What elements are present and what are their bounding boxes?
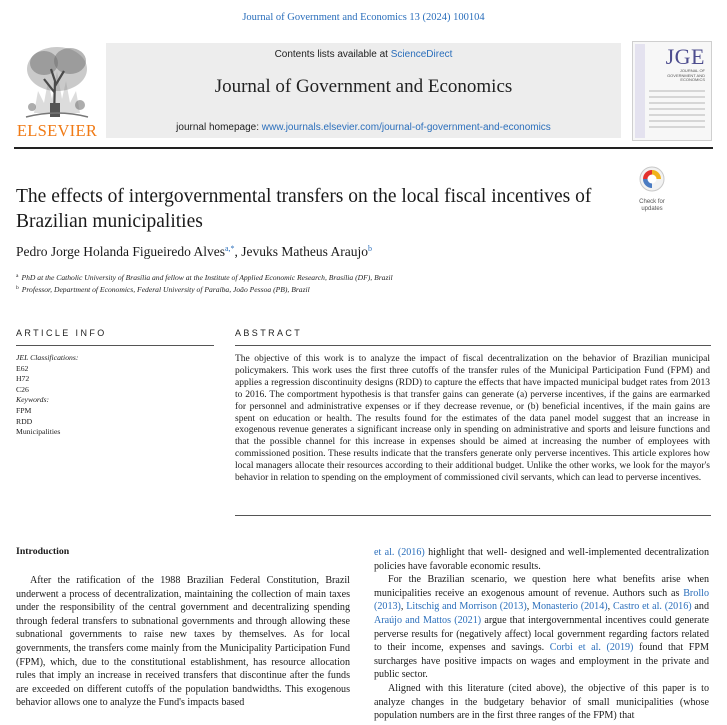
article-info-list <box>16 353 206 438</box>
journal-homepage-link[interactable]: www.journals.elsevier.com/journal-of-government-and-economics <box>261 122 551 133</box>
intro-text: found that FPM surcharges have positive impacts on wages and employment in the private and public sector. <box>374 642 709 681</box>
abstract-heading: ABSTRACT <box>235 328 303 338</box>
contents-line <box>106 49 621 60</box>
check-updates-label-line: updates <box>641 205 663 212</box>
header-rule <box>14 147 713 149</box>
abstract-rule <box>235 345 711 346</box>
journal-cover[interactable] <box>632 41 712 141</box>
intro-text: highlight that well- designed and well-implemented decentralization policies have favorable economic results. <box>374 547 709 572</box>
affiliation-mark: b <box>16 285 19 291</box>
keyword[interactable]: Municipalities <box>16 427 61 437</box>
intro-paragraph: Aligned with this literature (cited above), the objective of this paper is to analyze changes in the budgetary behavior of small municipalities (whose population numbers are in the first three ranges of the FPM) that <box>374 682 709 722</box>
jel-label: JEL Classifications: <box>16 353 79 362</box>
jel-code: C26 <box>16 384 29 394</box>
article-title-line: Brazilian municipalities <box>16 211 203 232</box>
intro-paragraph <box>374 573 709 682</box>
author-affiliation-mark[interactable]: a,* <box>224 244 235 253</box>
cover-acronym: JGE <box>665 44 705 69</box>
affiliation-a <box>16 273 393 282</box>
journal-header <box>106 43 621 138</box>
affiliation-b <box>16 285 310 294</box>
citation-link[interactable]: et al. (2016) <box>374 547 425 558</box>
running-head[interactable]: Journal of Government and Economics 13 (2024) 100104 <box>242 12 485 23</box>
intro-text: argue that intergovernmental incentives could generate perverse results for (negatively affect) local government regarding factors related to their income, expenses and savings. <box>374 614 709 654</box>
cover-subtitle: JOURNAL OF GOVERNMENT AND ECONOMICS <box>667 68 705 82</box>
jel-code: E62 <box>16 363 29 373</box>
left-column <box>16 574 350 710</box>
author-affiliation-mark[interactable]: b <box>368 244 373 253</box>
keyword[interactable]: RDD <box>16 416 33 426</box>
citation-link[interactable]: Monasterio (2014) <box>531 601 608 613</box>
intro-text: and <box>691 601 709 613</box>
check-updates-icon <box>639 166 665 192</box>
jel-code: H72 <box>16 374 30 384</box>
article-title-line: The effects of intergovernmental transfers on the local fiscal incentives of <box>16 186 592 207</box>
introduction-heading: Introduction <box>16 546 70 557</box>
intro-text: , <box>400 601 407 613</box>
affiliation-text: PhD at the Catholic University of Brasília and fellow at the Institute of Applied Economic Research, Brasília (DF), Brazil <box>21 273 393 282</box>
abstract-bottom-rule <box>235 515 711 516</box>
check-updates-label-line: Check for <box>639 199 665 205</box>
keyword[interactable]: FPM <box>16 405 32 415</box>
intro-text: , <box>607 601 613 613</box>
article-info-heading: ARTICLE INFO <box>16 328 107 338</box>
author-separator: , <box>234 244 242 259</box>
intro-text: For the Brazilian scenario, we question here what benefits arise when municipalities receive an exogenous amount of revenue. Authors such as <box>374 574 709 599</box>
abstract-text: The objective of this work is to analyze the impact of fiscal decentralization on the behavior of Brazilian municipal policymakers. This work uses the first three cutoffs of the transfer rules of the Municipal Participation Fund (FPM) and applies a regression discontinuity designs (RDD) to capture the effects that have impacted municipal budget rates from 2013 to 2016. The comportment hypothesis is that transfer gains can generate (a) perverse incentives, if the gains are earmarked for personnel and administrative expenses or if they decrease revenue, or (b) beneficial incentives, if the main gains are spent on education or health. The results found for the estimates of the data panel model suggest that an increase in exogenous revenue generates a significant increase only in spending on administrative and sports and leisure functions and that the possible channel for this increase in expenses should be aimed at increasing the number of employees with commissioned position. These results indicate that the transfers generate only perverse incentives. This article explores how local managers allocate their resources according to their additional budget. Unlike the other works, we look for the mayor's behavior in relation to spending on the employment of commissioned civil servants, which can lead to perverse incentives. <box>235 354 710 484</box>
journal-title[interactable]: Journal of Government and Economics <box>214 76 513 97</box>
sciencedirect-link[interactable]: ScienceDirect <box>390 49 453 60</box>
citation-link[interactable]: Castro et al. (2016) <box>612 601 692 613</box>
author-name[interactable]: Pedro Jorge Holanda Figueiredo Alves <box>16 244 225 259</box>
article-info-rule <box>16 345 214 346</box>
article-title <box>16 184 621 234</box>
citation-link[interactable]: Corbi et al. (2019) <box>549 642 634 654</box>
author-name[interactable]: Jevuks Matheus Araujo <box>241 244 369 259</box>
cover-decoration <box>649 90 705 132</box>
author-list <box>16 244 372 260</box>
right-column <box>374 546 709 723</box>
keywords-label: Keywords: <box>16 395 50 405</box>
intro-paragraph <box>374 546 709 573</box>
citation-link[interactable]: Araújo and Mattos (2021) <box>374 614 482 626</box>
affiliation-text: Professor, Department of Economics, Federal University of Paraíba, João Pessoa (PB), Brazil <box>21 285 310 294</box>
contents-prefix: Contents lists available at <box>274 49 391 60</box>
check-for-updates-button[interactable] <box>633 166 671 212</box>
homepage-prefix: journal homepage: <box>176 122 262 133</box>
affiliation-mark: a <box>16 273 19 279</box>
cover-strip <box>635 44 645 138</box>
citation-link[interactable]: Brollo (2013) <box>374 587 709 613</box>
intro-paragraph: After the ratification of the 1988 Brazilian Federal Constitution, Brazil underwent a process of decentralization, maintaining the collection of main taxes under the responsibility of the central government and decentralizing spending through federal transfers to subnational governments and through allowing these subnational governments to raise new taxes by themselves. As for local governments, the transfers come mainly from the Municipality Participation Fund (FPM), which, due to the constitutional establishment, has resource allocation rules that imply an increase in received transfers that discontinue after the funds are exceeded on different cutoffs of the population bandwidths. This exogenous behavior allows one to analyze the Fund's impacts based <box>16 575 350 709</box>
citation-link[interactable]: Litschig and Morrison (2013) <box>406 601 527 613</box>
elsevier-wordmark[interactable]: ELSEVIER <box>16 121 98 140</box>
check-updates-label <box>633 199 671 212</box>
intro-text: , <box>526 601 532 613</box>
homepage-line <box>106 122 621 133</box>
